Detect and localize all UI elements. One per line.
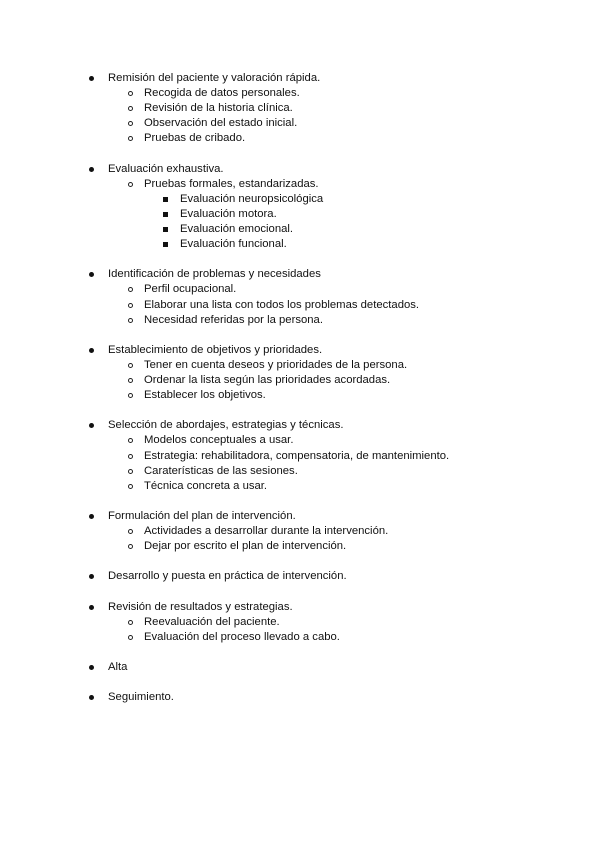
list-item: Reevaluación del paciente. [144, 615, 280, 628]
section-bullet [89, 574, 94, 579]
sub-list-item: Evaluación motora. [180, 207, 277, 220]
item-bullet [128, 469, 133, 474]
section-bullet [89, 272, 94, 277]
list-item: Estrategia: rehabilitadora, compensatoria, de mantenimiento. [144, 449, 450, 462]
list-item: Tener en cuenta deseos y prioridades de la persona. [144, 358, 408, 371]
list-item: Pruebas formales, estandarizadas. [144, 177, 319, 190]
item-bullet [128, 484, 133, 489]
section-title: Establecimiento de objetivos y prioridades. [108, 343, 323, 356]
subitem-bullet [163, 197, 168, 202]
list-item: Evaluación del proceso llevado a cabo. [144, 630, 340, 643]
section-title: Formulación del plan de intervención. [108, 509, 296, 522]
item-bullet [128, 287, 133, 292]
sub-list-item: Evaluación neuropsicológica [180, 192, 324, 205]
sub-list-item: Evaluación emocional. [180, 223, 294, 235]
section-title: Desarrollo y puesta en práctica de intervención. [108, 570, 347, 583]
section-bullet [89, 423, 94, 428]
section-title: Alta [108, 660, 128, 673]
item-bullet [128, 121, 133, 126]
list-item: Observación del estado inicial. [144, 117, 298, 130]
item-bullet [128, 106, 133, 111]
item-bullet [128, 363, 133, 368]
list-item: Técnica concreta a usar. [144, 479, 268, 492]
list-item: Elaborar una lista con todos los problemas detectados. [144, 298, 420, 311]
sub-list-item: Evaluación funcional. [180, 238, 287, 251]
section-title: Remisión del paciente y valoración rápida. [108, 72, 321, 84]
item-bullet [128, 182, 133, 187]
item-bullet [128, 136, 133, 141]
subitem-bullet [163, 242, 168, 247]
list-item: Recogida de datos personales. [144, 87, 300, 100]
item-bullet [128, 393, 133, 398]
list-item: Dejar por escrito el plan de intervención. [144, 540, 347, 553]
section-bullet [89, 665, 94, 670]
section-bullet [89, 167, 94, 172]
item-bullet [128, 635, 133, 640]
section-title: Evaluación exhaustiva. [108, 162, 224, 175]
section-bullet [89, 605, 94, 610]
item-bullet [128, 318, 133, 323]
list-item: Necesidad referidas por la persona. [144, 313, 323, 326]
item-bullet [128, 91, 133, 96]
section-title: Identificación de problemas y necesidades [108, 268, 321, 281]
list-item: Perfil ocupacional. [144, 283, 237, 296]
list-item: Revisión de la historia clínica. [144, 102, 293, 115]
item-bullet [128, 454, 133, 459]
subitem-bullet [163, 227, 168, 232]
list-item: Modelos conceptuales a usar. [144, 434, 294, 447]
section-title: Revisión de resultados y estrategias. [108, 600, 293, 613]
item-bullet [128, 620, 133, 625]
section-bullet [89, 695, 94, 700]
section-title: Seguimiento. [108, 691, 174, 704]
section-bullet [89, 514, 94, 519]
item-bullet [128, 438, 133, 443]
item-bullet [128, 303, 133, 308]
list-item: Pruebas de cribado. [144, 132, 246, 145]
item-bullet [128, 529, 133, 534]
item-bullet [128, 544, 133, 549]
list-item: Actividades a desarrollar durante la intervención. [144, 525, 389, 537]
section-bullet [89, 76, 94, 81]
section-bullet [89, 348, 94, 353]
list-item: Caraterísticas de las sesiones. [144, 464, 298, 477]
list-item: Ordenar la lista según las prioridades acordadas. [144, 374, 391, 386]
list-item: Establecer los objetivos. [144, 389, 266, 402]
section-title: Selección de abordajes, estrategias y técnicas. [108, 419, 344, 432]
subitem-bullet [163, 212, 168, 217]
item-bullet [128, 378, 133, 383]
